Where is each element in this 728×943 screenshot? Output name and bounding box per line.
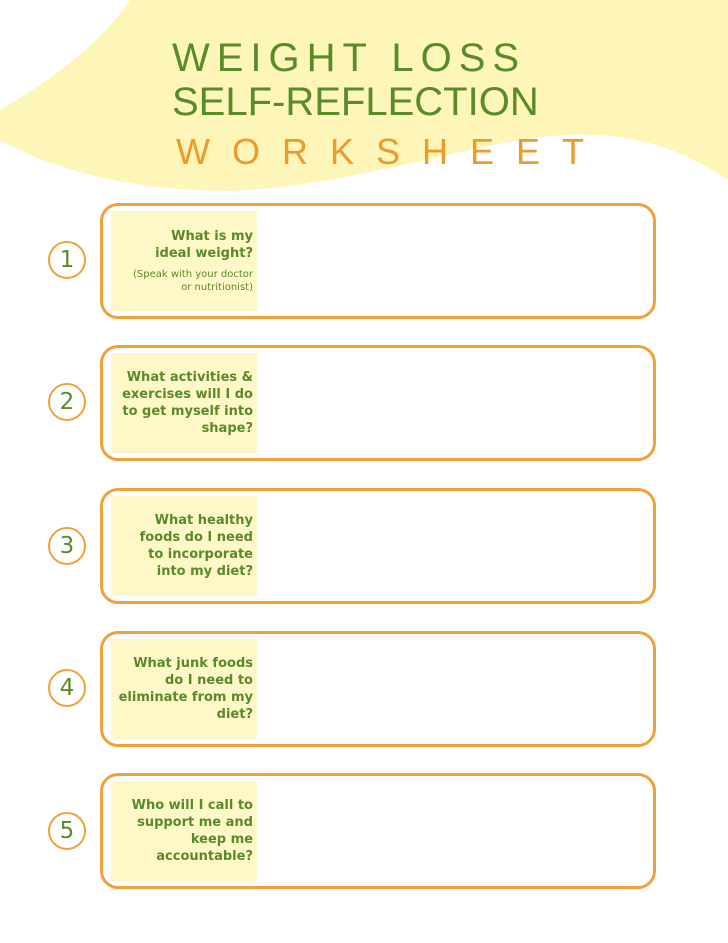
question-box-5[interactable] <box>100 773 656 889</box>
question-text-4: What junk foods do I need to eliminate from my diet? <box>118 656 253 722</box>
question-box-1[interactable] <box>100 203 656 319</box>
number-circle-5: 5 <box>48 812 86 850</box>
question-label-5 <box>111 781 257 881</box>
question-text-5: Who will I call to support me and keep me accountable? <box>131 798 253 864</box>
question-text-1: What is my ideal weight? <box>155 229 253 261</box>
question-text-2: What activities & exercises will I do to get myself into shape? <box>122 370 253 436</box>
number-circle-2: 2 <box>48 383 86 421</box>
title-weight-loss: WEIGHT LOSS <box>172 36 527 80</box>
question-box-3[interactable] <box>100 488 656 604</box>
title-worksheet: WORKSHEET <box>176 131 607 172</box>
question-note-1: (Speak with your doctor or nutritionist) <box>132 269 253 293</box>
number-circle-1: 1 <box>48 241 86 279</box>
title-self-reflection: SELF-REFLECTION <box>172 80 539 124</box>
question-label-1 <box>111 211 257 311</box>
question-box-4[interactable] <box>100 631 656 747</box>
question-text-3: What healthy foods do I need to incorporate into my diet? <box>139 513 253 579</box>
question-box-2[interactable] <box>100 345 656 461</box>
number-circle-4: 4 <box>48 669 86 707</box>
question-label-4 <box>111 639 257 739</box>
question-label-2 <box>111 353 257 453</box>
question-label-3 <box>111 496 257 596</box>
number-circle-3: 3 <box>48 527 86 565</box>
